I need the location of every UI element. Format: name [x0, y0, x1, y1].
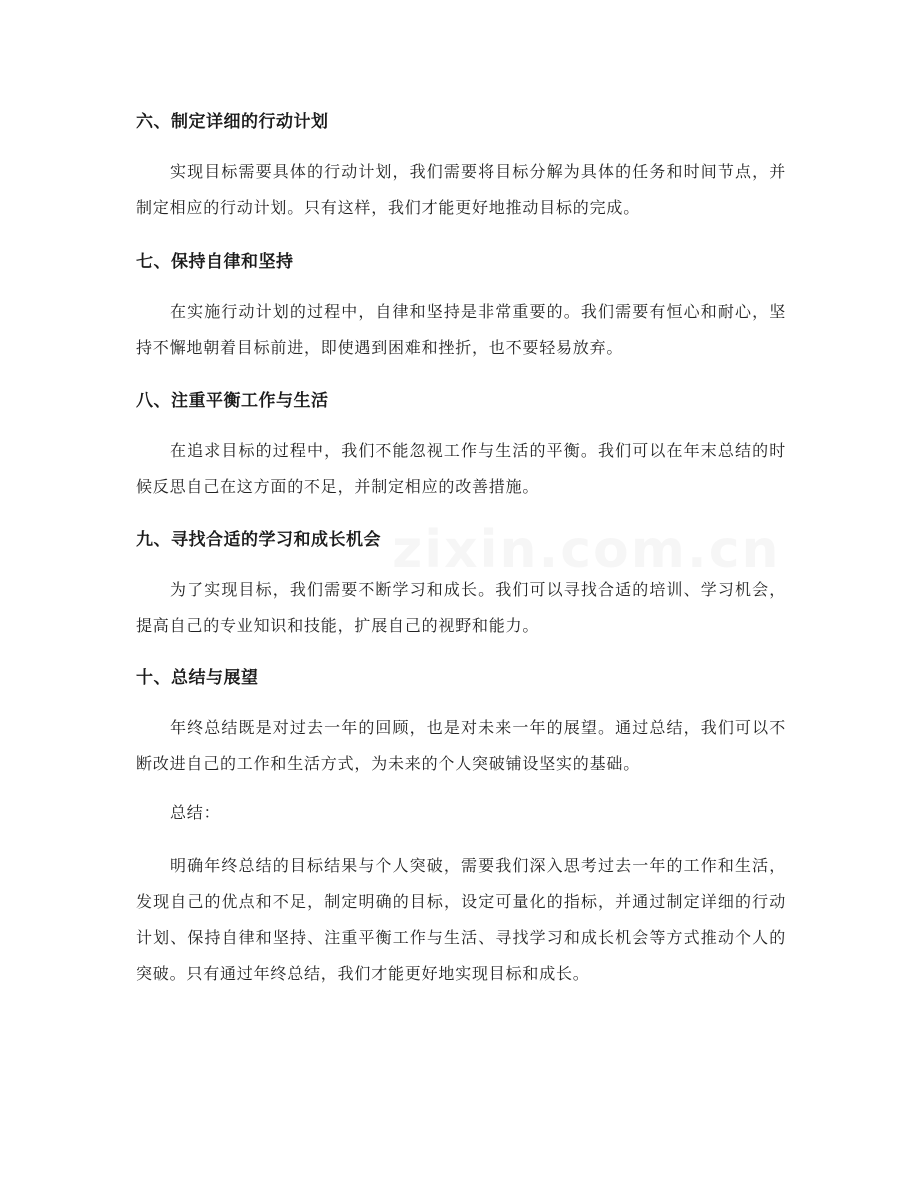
section-heading-6: 六、制定详细的行动计划 [136, 112, 329, 132]
section-heading-10: 十、总结与展望 [136, 668, 259, 688]
section-body-9: 为了实现目标，我们需要不断学习和成长。我们可以寻找合适的培训、学习机会，提高自己的专业知识和技能，扩展自己的视野和能力。 [136, 580, 786, 635]
summary-body: 明确年终总结的目标结果与个人突破，需要我们深入思考过去一年的工作和生活，发现自己的优点和不足，制定明确的目标，设定可量化的指标，并通过制定详细的行动计划、保持自律和坚持、注重平衡工作与生活、寻找学习和成长机会等方式推动个人的突破。只有通过年终总结，我们才能更好地实现目标和成长。 [136, 856, 786, 983]
section-heading-9: 九、寻找合适的学习和成长机会 [136, 530, 381, 550]
section-heading-7: 七、保持自律和坚持 [136, 252, 294, 272]
section-body-8: 在追求目标的过程中，我们不能忽视工作与生活的平衡。我们可以在年末总结的时候反思自己在这方面的不足，并制定相应的改善措施。 [136, 441, 786, 496]
section-body-10: 年终总结既是对过去一年的回顾，也是对未来一年的展望。通过总结，我们可以不断改进自己的工作和生活方式，为未来的个人突破铺设坚实的基础。 [136, 718, 786, 773]
summary-label: 总结： [170, 803, 221, 822]
section-heading-8: 八、注重平衡工作与生活 [136, 391, 329, 411]
section-body-6: 实现目标需要具体的行动计划，我们需要将目标分解为具体的任务和时间节点，并制定相应的行动计划。只有这样，我们才能更好地推动目标的完成。 [136, 162, 786, 217]
watermark-text [392, 520, 781, 580]
section-body-7: 在实施行动计划的过程中，自律和坚持是非常重要的。我们需要有恒心和耐心，坚持不懈地朝着目标前进，即使遇到困难和挫折，也不要轻易放弃。 [136, 302, 786, 357]
